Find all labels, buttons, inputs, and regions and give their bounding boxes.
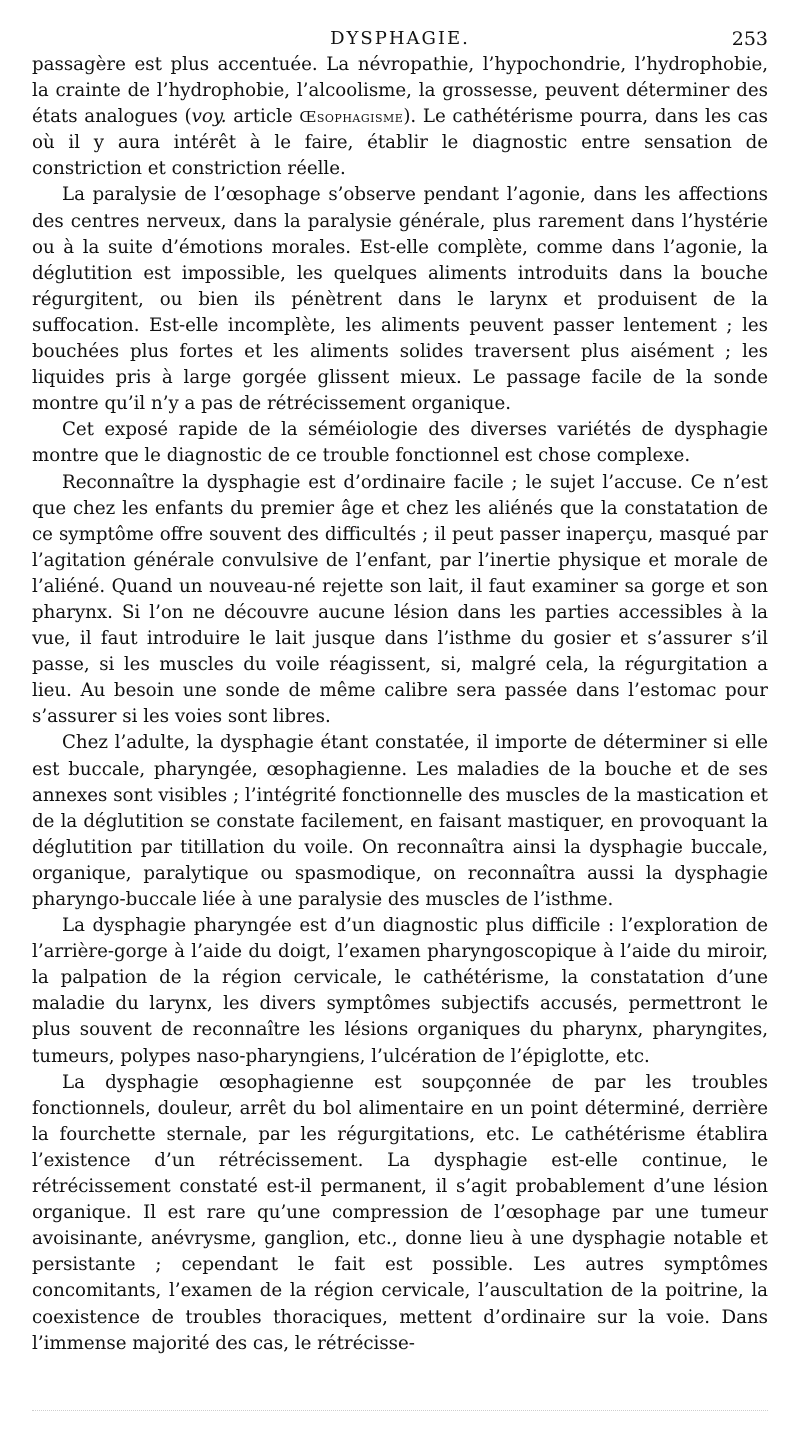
page-number: 253 xyxy=(731,28,768,50)
running-header xyxy=(32,28,768,50)
paragraph: La dysphagie œsophagienne est soupçonnée de par les troubles fonctionnels, douleur, arrêt du bol alimentaire en un point déterminé, derrière la fourchette sternale, par les régurgitations, etc. Le cathétérisme établira l’existence d’un rétrécissement. La dysphagie est-elle continue, le rétrécissement constaté est-il permanent, il s’agit probablement d’une lésion organique. Il est rare qu’une compression de l’œsophage par une tumeur avoisinante, anévrysme, ganglion, etc., donne lieu à une dysphagie notable et persistante ; cependant le fait est possible. Les autres symptômes concomitants, l’examen de la région cervicale, l’auscultation de la poitrine, la coexistence de troubles thoraciques, mettent d’ordinaire sur la voie. Dans l’immense majorité des cas, le rétrécisse- xyxy=(32,1071,768,1354)
paragraph: Chez l’adulte, la dysphagie étant constatée, il importe de déterminer si elle est buccale, pharyngée, œsophagienne. Les maladies de la bouche et de ses annexes sont visibles ; l’intégrité fonctionnelle des muscles de la mastication et de la déglutition se constate facilement, en faisant mastiquer, en provoquant la déglutition par titillation du voile. On reconnaîtra ainsi la dysphagie buccale, organique, paralytique ou spasmodique, on reconnaîtra aussi la dysphagie pharyngo-buccale liée à une paralysie des muscles de l’isthme. xyxy=(32,732,768,910)
paragraph-text: article xyxy=(226,106,300,128)
paragraph: La paralysie de l’œsophage s’observe pendant l’agonie, dans les affections des centres nerveux, dans la paralysie générale, plus rarement dans l’hystérie ou à la suite d’émotions morales. Est-elle complète, comme dans l’agonie, la déglutition est impossible, les quelques aliments introduits dans la bouche régurgitent, ou bien ils pénètrent dans le larynx et produisent de la suffocation. Est-elle incomplète, les aliments peuvent passer lentement ; les bouchées plus fortes et les aliments solides traversent plus aisément ; les liquides pris à large gorgée glissent mieux. Le passage facile de la sonde montre qu’il n’y a pas de rétrécissement organique. xyxy=(32,184,768,415)
document-page xyxy=(32,28,768,1357)
cross-reference: Œsophagisme xyxy=(299,108,404,127)
paragraph-text: ). Le cathétérisme pourra, dans les cas où il y aura intérêt à le faire, établir le diagnostic entre sensation de constriction et constriction réelle. xyxy=(32,106,768,180)
paragraph-continuation xyxy=(32,52,768,182)
paragraph-italic: voy. xyxy=(191,106,227,128)
page-bottom-rule xyxy=(32,1410,768,1412)
body-text xyxy=(32,52,768,1357)
paragraph: Reconnaître la dysphagie est d’ordinaire facile ; le sujet l’accuse. Ce n’est que chez les enfants du premier âge et chez les aliénés que la constatation de ce symptôme offre souvent des difficultés ; il peut passer inaperçu, masqué par l’agitation générale convulsive de l’enfant, par l’inertie physique et morale de l’aliéné. Quand un nouveau-né rejette son lait, il faut examiner sa gorge et son pharynx. Si l’on ne découvre aucune lésion dans les parties accessibles à la vue, il faut introduire le lait jusque dans l’isthme du gosier et s’assurer s’il passe, si les muscles du voile réagissent, si, malgré cela, la régurgitation a lieu. Au besoin une sonde de même calibre sera passée dans l’estomac pour s’assurer si les voies sont libres. xyxy=(32,471,768,728)
paragraph: Cet exposé rapide de la séméiologie des diverses variétés de dysphagie montre que le diagnostic de ce trouble fonctionnel est chose complexe. xyxy=(32,419,768,467)
running-title: DYSPHAGIE. xyxy=(330,28,470,49)
paragraph-text: passagère est plus accentuée. La névropathie, l’hypochondrie, l’hydrophobie, la crainte de l’hydrophobie, l’alcoolisme, la grossesse, peuvent déterminer des états analogues ( xyxy=(32,54,768,128)
paragraph: La dysphagie pharyngée est d’un diagnostic plus difficile : l’exploration de l’arrière-gorge à l’aide du doigt, l’examen pharyngoscopique à l’aide du miroir, la palpation de la région cervicale, le cathétérisme, la constatation d’une maladie du larynx, les divers symptômes subjectifs accusés, permettront le plus souvent de reconnaître les lésions organiques du pharynx, pharyngites, tumeurs, polypes naso-pharyngiens, l’ulcération de l’épiglotte, etc. xyxy=(32,915,768,1067)
